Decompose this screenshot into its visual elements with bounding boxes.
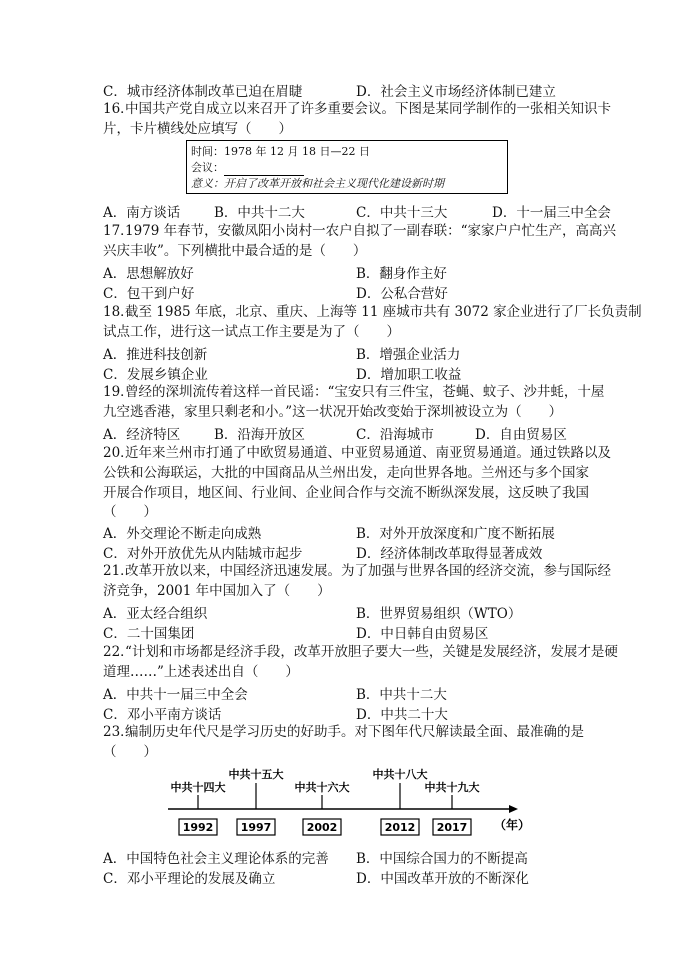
question-number: 20． (103, 445, 134, 461)
card-meaning: 意义：开启了改革开放和社会主义现代化建设新时期 (191, 177, 444, 190)
question-text: 编制历史年代尺是学习历史的好助手。对下图年代尺解读最全面、最准确的是 (125, 724, 584, 740)
q21-option-d: D．中日韩自由贸易区 (356, 626, 489, 642)
question-text: 开展合作项目，地区间、行业间、企业间合作与交流不断纵深发展，这反映了我国 (103, 485, 589, 501)
question-text: 济竞争，2001 年中国加入了（ ） (103, 583, 331, 599)
card-blank (224, 164, 304, 176)
q15-option-d: D．社会主义市场经济体制已建立 (356, 84, 556, 100)
question-number: 19． (103, 384, 134, 400)
q16-option-a: A．南方谈话 (103, 205, 181, 221)
card-meeting (191, 160, 503, 176)
question-text: 曾经的深圳流传着这样一首民谣：“宝安只有三件宝，苍蝇、蚊子、沙井蚝，十屋 (125, 384, 605, 400)
timeline-event-label: 中共十四大 (170, 781, 226, 794)
timeline-event-label: 中共十五大 (228, 768, 284, 781)
question-text: 截至 1985 年底，北京、重庆、上海等 11 座城市共有 3072 家企业进行了厂长负责制 (125, 304, 642, 320)
q15-option-c: C．城市经济体制改革已迫在眉睫 (103, 84, 303, 100)
question-text: 改革开放以来，中国经济迅速发展。为了加强与世界各国的经济交流，参与国际经 (125, 563, 611, 579)
q19-option-a: A．经济特区 (103, 427, 181, 443)
question-text: 1979 年春节，安徽凤阳小岗村一农户自拟了一副春联：“家家户户忙生产，高高兴 (125, 223, 617, 239)
timeline-unit: （年） (494, 818, 530, 832)
q16-option-c: C．中共十三大 (356, 205, 448, 221)
question-number: 23． (103, 724, 134, 740)
q18-option-b: B．增强企业活力 (356, 347, 461, 363)
question-text: 中国共产党自成立以来召开了许多重要会议。下图是某同学制作的一张相关知识卡 (125, 101, 611, 117)
q20-option-b: B．对外开放深度和广度不断拓展 (356, 526, 555, 542)
card-meeting-label: 会议： (191, 161, 224, 174)
timeline-year: 2002 (306, 821, 338, 834)
timeline-diagram (160, 765, 530, 845)
timeline-year: 2017 (436, 821, 468, 834)
q17-option-a: A．思想解放好 (103, 266, 194, 282)
q17-option-c: C．包干到户好 (103, 286, 195, 302)
q22-option-c: C．邓小平南方谈话 (103, 707, 222, 723)
q21-option-c: C．二十国集团 (103, 626, 195, 642)
q20-option-d: D．经济体制改革取得显著成效 (356, 546, 543, 562)
q21-option-a: A．亚太经合组织 (103, 606, 208, 622)
question-text: （ ） (103, 504, 157, 520)
question-text: “计划和市场都是经济手段，改革开放胆子要大一些，关键是发展经济，发展才是硬 (125, 644, 618, 660)
q22-option-a: A．中共十一届三中全会 (103, 687, 248, 703)
question-number: 22． (103, 644, 134, 660)
question-text: 兴庆丰收”。下列横批中最合适的是（ ） (103, 243, 367, 259)
question-text: 九空逃香港，家里只剩老和小。”这一状况开始改变始于深圳被设立为（ ） (103, 404, 563, 420)
q22-option-d: D．中共二十大 (356, 707, 448, 723)
question-number: 21． (103, 563, 134, 579)
q16-option-b: B．中共十二大 (214, 205, 305, 221)
question-text: 公铁和公海联运，大批的中国商品从兰州出发，走向世界各地。兰州还与多个国家 (103, 465, 589, 481)
q19-option-d: D．自由贸易区 (475, 427, 567, 443)
q17-option-b: B．翻身作主好 (356, 266, 447, 282)
timeline-year: 1997 (240, 821, 272, 834)
knowledge-card (186, 140, 508, 194)
q20-option-a: A．外交理论不断走向成熟 (103, 526, 262, 542)
timeline-event-label: 中共十八大 (372, 768, 428, 781)
q18-option-a: A．推进科技创新 (103, 347, 208, 363)
q23-option-b: B．中国综合国力的不断提高 (356, 851, 528, 867)
q16-option-d: D．十一届三中全会 (492, 205, 611, 221)
q21-option-b: B．世界贸易组织（WTO） (356, 606, 522, 622)
q18-option-d: D．增加职工收益 (356, 367, 462, 383)
timeline-event-label: 中共十六大 (294, 781, 350, 794)
q19-option-b: B．沿海开放区 (214, 427, 305, 443)
question-number: 17． (103, 223, 134, 239)
question-number: 16． (103, 101, 134, 117)
q18-option-c: C．发展乡镇企业 (103, 367, 208, 383)
question-text: 片，卡片横线处应填写（ ） (103, 121, 292, 137)
q19-option-c: C．沿海城市 (356, 427, 434, 443)
q23-option-a: A．中国特色社会主义理论体系的完善 (103, 851, 329, 867)
q22-option-b: B．中共十二大 (356, 687, 447, 703)
question-number: 18． (103, 304, 134, 320)
timeline-year: 2012 (384, 821, 416, 834)
question-text: （ ） (103, 744, 157, 760)
timeline-year: 1992 (182, 821, 214, 834)
question-text: 试点工作，进行这一试点工作主要是为了（ ） (103, 324, 400, 340)
q23-option-d: D．中国改革开放的不断深化 (356, 871, 529, 887)
timeline-event-label: 中共十九大 (424, 781, 480, 794)
q17-option-d: D．公私合营好 (356, 286, 448, 302)
card-time: 时间：1978 年 12 月 18 日—22 日 (191, 145, 370, 158)
q23-option-c: C．邓小平理论的发展及确立 (103, 871, 276, 887)
question-text: 近年来兰州市打通了中欧贸易通道、中亚贸易通道、南亚贸易通道。通过铁路以及 (125, 445, 611, 461)
q20-option-c: C．对外开放优先从内陆城市起步 (103, 546, 303, 562)
question-text: 道理……”上述表述出自（ ） (103, 664, 299, 680)
timeline-arrow (509, 805, 518, 813)
